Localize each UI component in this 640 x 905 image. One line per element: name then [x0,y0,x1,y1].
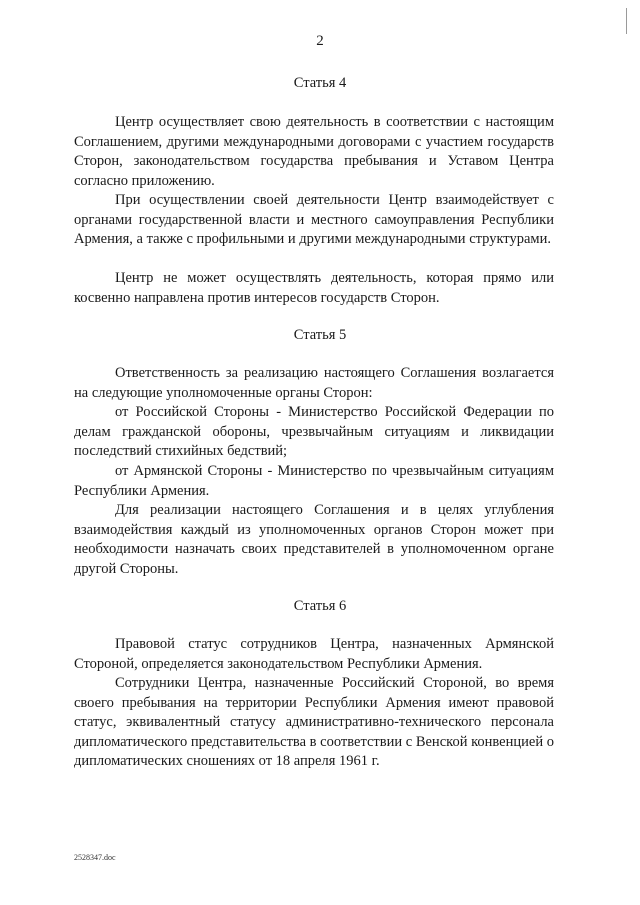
article-5-paragraph-2: от Российской Стороны - Министерство Российской Федерации по делам гражданской обороны, чрезвычайным ситуациям и ликвидации последствий стихийных бедствий; [74,404,554,460]
article-6-heading: Статья 6 [293,598,347,614]
document-file-code: 2528347.doc [74,853,116,862]
article-6-paragraph-2: Сотрудники Центра, назначенные Российский Стороной, во время своего пребывания на территории Республики Армения имеют правовой статус, эквивалентный статусу административно-технического персонала дипломатического представительства в соответствии с Венской конвенцией о дипломатических сношениях от 18 апреля 1961 г. [74,675,554,770]
article-4-paragraph-1: Центр осуществляет свою деятельность в соответствии с настоящим Соглашением, другими международными договорами с участием государств Сторон, законодательством государства пребывания и Уставом Центра согласно приложению. [74,114,554,189]
article-4-paragraph-2: При осуществлении своей деятельности Центр взаимодействует с органами государственной власти и местного самоуправления Республики Армения, а также с профильными и другими международными структурами. [74,192,554,248]
article-4-heading: Статья 4 [293,75,347,91]
scan-edge-mark [626,8,627,34]
article-6-paragraph-1: Правовой статус сотрудников Центра, назначенных Армянской Стороной, определяется законодательством Республики Армения. [74,636,554,672]
article-5-paragraph-1: Ответственность за реализацию настоящего Соглашения возлагается на следующие уполномоченные органы Сторон: [74,365,554,401]
page-number: 2 [316,33,324,49]
article-5-paragraph-3: от Армянской Стороны - Министерство по чрезвычайным ситуациям Республики Армения. [74,463,554,499]
article-5-paragraph-4: Для реализации настоящего Соглашения и в целях углубления взаимодействия каждый из уполномоченных органов Сторон может при необходимости назначать своих представителей в уполномоченном органе другой Стороны. [74,502,554,577]
article-4-paragraph-3: Центр не может осуществлять деятельность, которая прямо или косвенно направлена против интересов государств Сторон. [74,270,554,306]
article-5-heading: Статья 5 [293,327,347,343]
